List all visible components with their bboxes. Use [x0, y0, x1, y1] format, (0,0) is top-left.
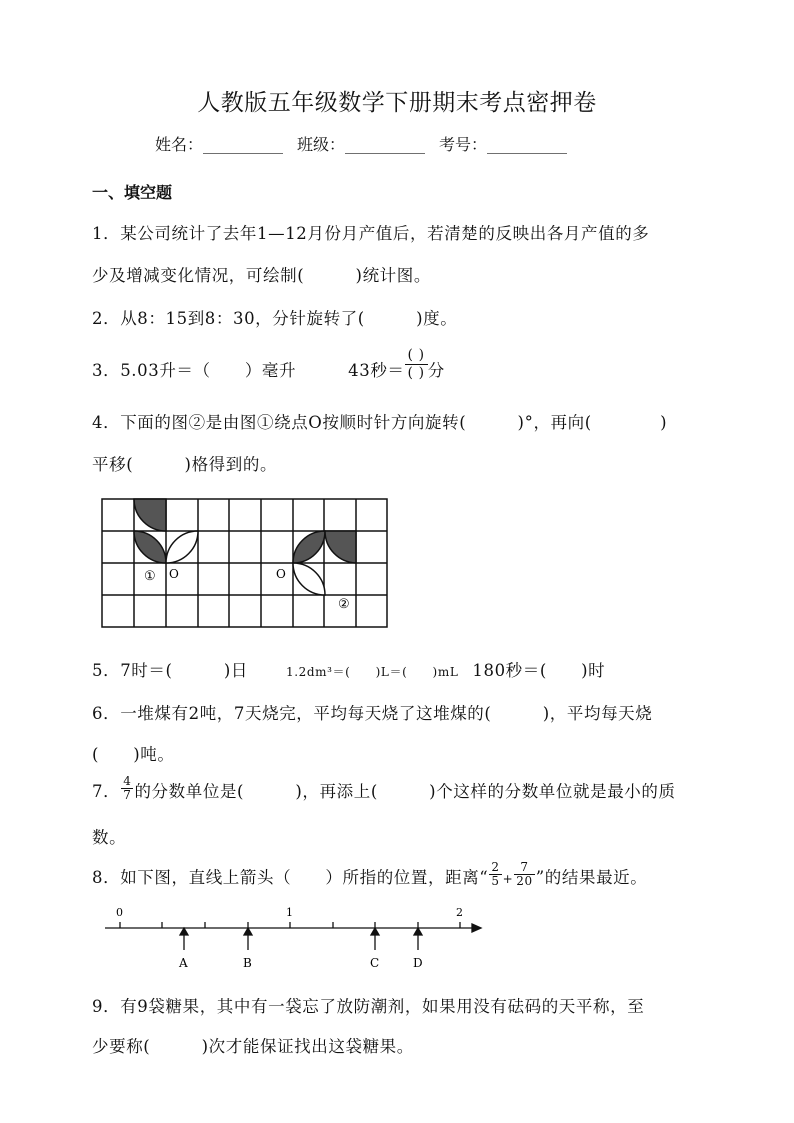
point-o-label-2: O — [276, 567, 286, 581]
arrow-label-c: C — [370, 956, 380, 970]
tick-label-2: 2 — [456, 906, 463, 919]
tick-label-1: 1 — [286, 906, 293, 919]
question-1-line-2: 少及增减变化情况，可绘制( )统计图。 — [92, 266, 431, 285]
question-3 — [92, 347, 445, 382]
question-5 — [92, 657, 605, 681]
name-field: 姓名：__________ — [155, 135, 284, 154]
arrow-label-a: A — [179, 956, 188, 970]
arrow-label-b: B — [243, 956, 252, 970]
class-field: 班级：__________ — [297, 135, 426, 154]
question-3-unit: 分 — [427, 361, 445, 380]
exam-number-field: 考号：__________ — [439, 135, 568, 154]
question-6-line-1: 6．一堆煤有2吨，7天烧完，平均每天烧了这堆煤的( )，平均每天烧 — [92, 704, 653, 723]
tick-label-0: 0 — [116, 906, 123, 919]
question-7-line-2: 数。 — [92, 828, 127, 847]
question-8: 8．如下图，直线上箭头（ ）所指的位置，距离“ $\frac{2}{5}$ + $\frac{7}{20}$ ”的结果最近。 — [92, 860, 648, 888]
number-line-arrowhead — [472, 924, 481, 932]
question-2: 2．从8：15到8：30，分针旋转了( )度。 — [92, 309, 458, 328]
figure-1-label: ① — [144, 569, 156, 584]
question-8-fraction-2: $\frac{7}{20}$ — [516, 860, 533, 888]
question-9-line-1: 9．有9袋糖果，其中有一袋忘了放防潮剂，如果用没有砝码的天平称，至 — [92, 997, 645, 1016]
rotation-grid-figure — [100, 497, 390, 630]
arrow-b — [244, 928, 252, 935]
student-info-row — [155, 132, 581, 155]
question-3-fraction: ( ) ( ) — [405, 347, 428, 382]
question-4-line-2: 平移( )格得到的。 — [92, 455, 278, 474]
question-6-line-2: ( )吨。 — [92, 745, 175, 764]
figure-2-label: ② — [338, 597, 350, 612]
question-7-fraction: $\frac{4}{7}$ — [123, 774, 132, 802]
section-heading: 一、填空题 — [92, 183, 173, 202]
arrow-label-d: D — [413, 956, 423, 970]
question-9-line-2: 少要称( )次才能保证找出这袋糖果。 — [92, 1037, 414, 1056]
arrow-c — [371, 928, 379, 935]
question-3-part-1: 3．5.03升＝（ ）毫升 — [92, 361, 297, 380]
question-5-part-1: 5．7时＝( )日 — [92, 661, 248, 680]
arrow-a — [180, 928, 188, 935]
page-title: 人教版五年级数学下册期末考点密押卷 — [197, 90, 597, 116]
question-5-part-2: 1.2dm³＝( )L＝( )mL — [285, 665, 459, 679]
question-7-line-1: 7． $\frac{4}{7}$ 的分数单位是( )，再添上( )个这样的分数单位就是最小的质 — [92, 774, 676, 802]
question-4-line-1: 4．下面的图②是由图①绕点O按顺时针方向旋转( )°，再向( ) — [92, 413, 668, 432]
question-1-line-1: 1．某公司统计了去年1—12月份月产值后，若清楚的反映出各月产值的多 — [92, 224, 650, 243]
point-o-label-1: O — [169, 567, 179, 581]
number-line-figure — [100, 900, 490, 972]
arrow-d — [414, 928, 422, 935]
question-3-part-2: 43秒＝ — [348, 361, 405, 380]
question-5-part-3: 180秒＝( )时 — [472, 661, 606, 680]
question-8-fraction-1: $\frac{2}{5}$ — [491, 860, 500, 888]
